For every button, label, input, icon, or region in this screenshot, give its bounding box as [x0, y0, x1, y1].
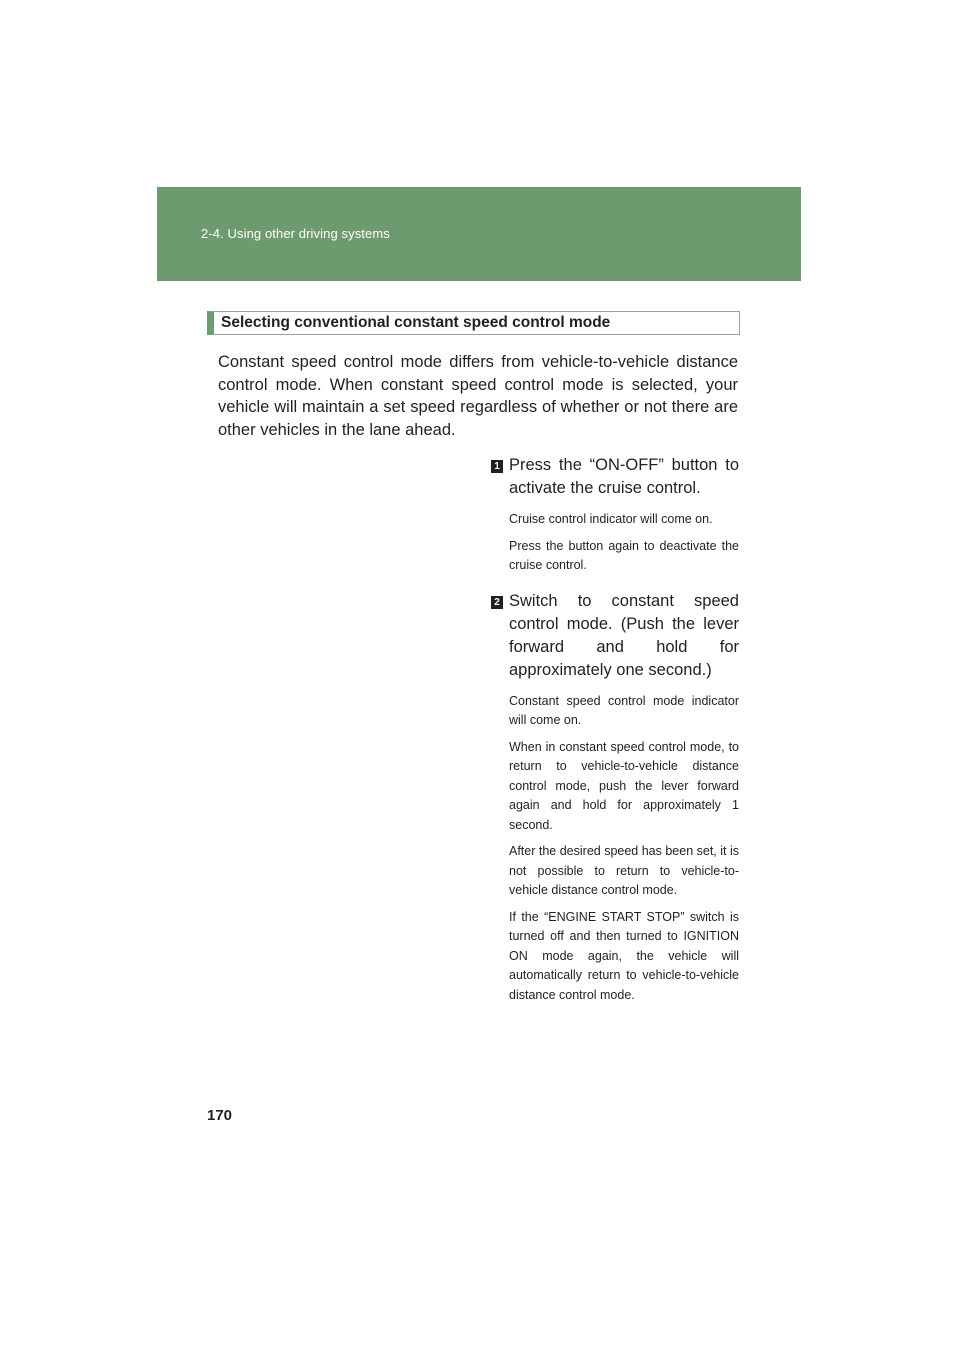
steps-list: [489, 454, 739, 1005]
header-band: [157, 187, 801, 281]
step-number-badge: 2: [491, 596, 503, 609]
step-1: [489, 454, 739, 576]
step-2: [489, 590, 739, 1006]
step-note: Constant speed control mode indicator will come on.: [509, 693, 739, 727]
section-heading: [207, 311, 740, 335]
step-note: If the “ENGINE START STOP” switch is turned off and then turned to IGNITION ON mode again, the vehicle will automatically return to vehicle-to-vehicle distance control mode.: [509, 909, 739, 1002]
page-number: 170: [207, 1107, 233, 1124]
step-number-badge: 1: [491, 460, 503, 473]
step-note: Cruise control indicator will come on.: [509, 512, 713, 526]
section-breadcrumb: 2-4. Using other driving systems: [201, 226, 390, 241]
step-instruction: Switch to constant speed control mode. (Push the lever forward and hold for approximately one second.): [509, 591, 739, 679]
step-note: After the desired speed has been set, it is not possible to return to vehicle-to-vehicle distance control mode.: [509, 844, 739, 897]
intro-paragraph: Constant speed control mode differs from vehicle-to-vehicle distance control mode. When constant speed control mode is selected, your vehicle will maintain a set speed regardless of whether or not there are other vehicles in the lane ahead.: [218, 353, 738, 439]
step-instruction: Press the “ON-OFF” button to activate the cruise control.: [509, 456, 739, 497]
step-note: When in constant speed control mode, to return to vehicle-to-vehicle distance control mode, push the lever forward again and hold for approximately 1 second.: [509, 739, 739, 832]
section-title: Selecting conventional constant speed control mode: [221, 314, 611, 331]
step-note: Press the button again to deactivate the cruise control.: [509, 538, 739, 572]
